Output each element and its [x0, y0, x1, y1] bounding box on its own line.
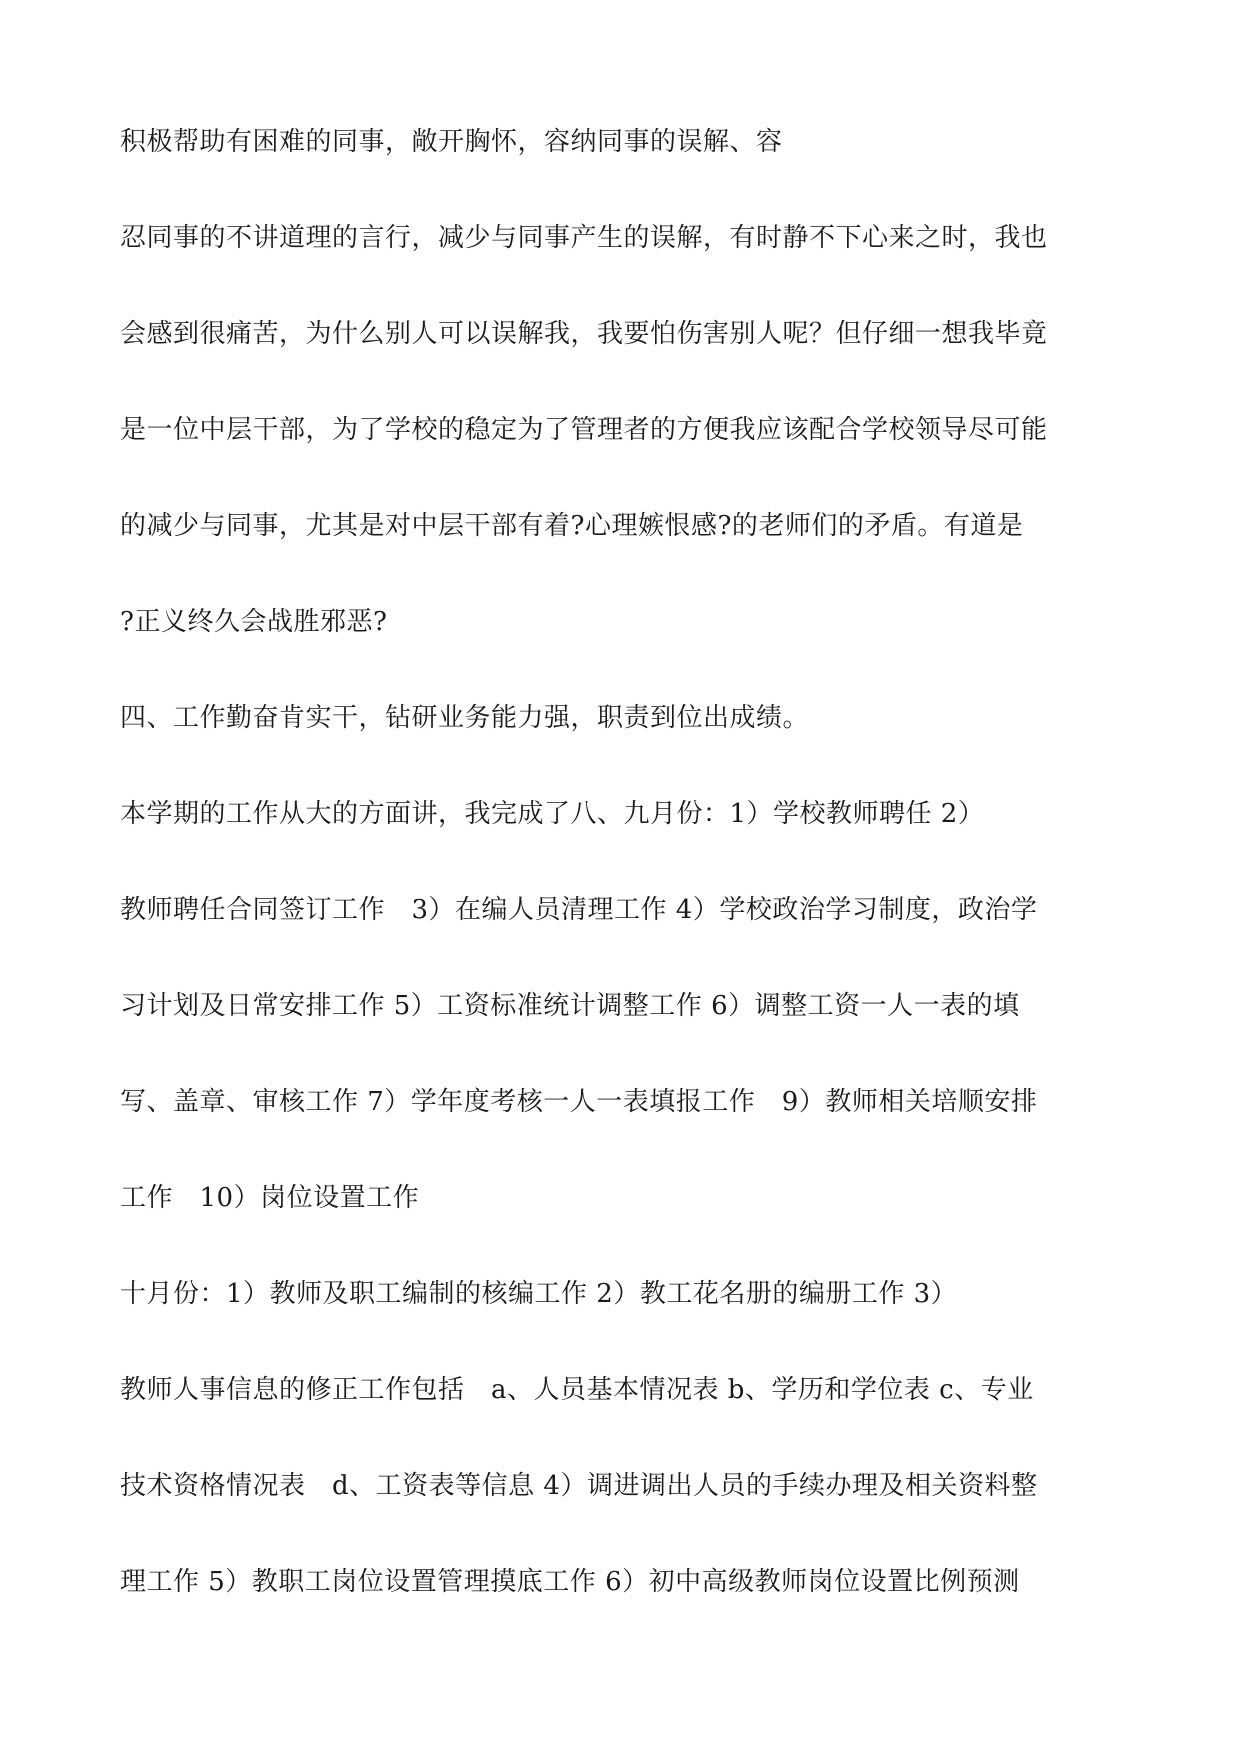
text-line: 理工作 5）教职工岗位设置管理摸底工作 6）初中高级教师岗位设置比例预测 — [120, 1567, 1020, 1597]
text-line: 习计划及日常安排工作 5）工资标准统计调整工作 6）调整工资一人一表的填 — [120, 991, 1020, 1021]
text-line: 技术资格情况表 d、工资表等信息 4）调进调出人员的手续办理及相关资料整 — [120, 1471, 1038, 1501]
text-line: 写、盖章、审核工作 7）学年度考核一人一表填报工作 9）教师相关培顺安排 — [120, 1087, 1038, 1117]
text-line: 会感到很痛苦，为什么别人可以误解我，我要怕伤害别人呢？但仔细一想我毕竟 — [120, 319, 1048, 349]
text-line: 教师聘任合同签订工作 3）在编人员清理工作 4）学校政治学习制度，政治学 — [120, 895, 1038, 925]
text-line: 本学期的工作从大的方面讲，我完成了八、九月份：1）学校教师聘任 2） — [120, 799, 985, 829]
text-line: 是一位中层干部，为了学校的稳定为了管理者的方便我应该配合学校领导尽可能 — [120, 415, 1048, 445]
text-line: 忍同事的不讲道理的言行，减少与同事产生的误解，有时静不下心来之时，我也 — [120, 223, 1048, 253]
text-line: 的减少与同事，尤其是对中层干部有着?心理嫉恨感?的老师们的矛盾。有道是 — [120, 511, 1024, 541]
text-line: 教师人事信息的修正工作包括 a、人员基本情况表 b、学历和学位表 c、专业 — [120, 1375, 1034, 1405]
text-line: ?正义终久会战胜邪恶? — [120, 607, 388, 637]
section-heading: 四、工作勤奋肯实干，钻研业务能力强，职责到位出成绩。 — [120, 703, 810, 733]
text-line: 工作 10）岗位设置工作 — [120, 1183, 420, 1213]
text-line: 积极帮助有困难的同事，敞开胸怀，容纳同事的误解、容 — [120, 127, 783, 157]
text-line: 十月份：1）教师及职工编制的核编工作 2）教工花名册的编册工作 3） — [120, 1279, 958, 1309]
